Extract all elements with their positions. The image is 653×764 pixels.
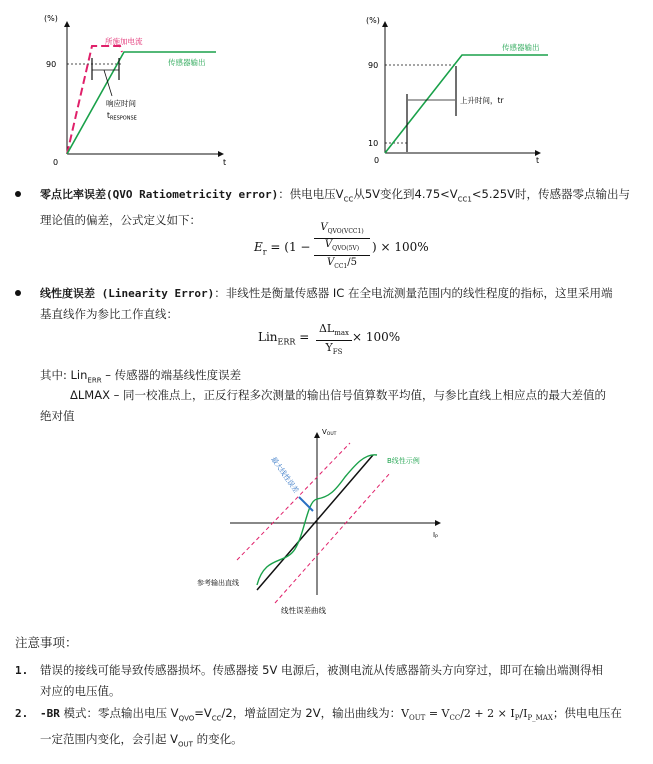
response-symbol: $t_{RESPONSE}$ xyxy=(107,111,137,122)
linearity-delta-definition: ΔLMAX – 同一校准点上，正反行程多次测量的输出信号值算数平均值，与参比直线上相应点的最大差值的 绝对值 xyxy=(40,388,606,423)
linearity-error-diagram xyxy=(195,425,465,620)
note-2-number: 2. xyxy=(15,707,29,720)
y-tick-90: 90 xyxy=(46,60,57,69)
response-label: 响应时间 xyxy=(106,99,136,108)
b-linearity-label: B线性示例 xyxy=(387,457,420,465)
linearity-where: 其中: Lin$_{ERR}$ – 传感器的端基线性度误差 xyxy=(40,368,242,385)
linearity-term: 线性度误差 (Linearity Error) xyxy=(40,287,215,300)
diagram-caption: 线性误差曲线 xyxy=(281,606,326,615)
sensor-output-label: 传感器输出 xyxy=(502,43,540,52)
origin-label: 0 xyxy=(374,156,380,165)
qvo-paragraph: 零点比率误差(QVO Ratiometricity error)：供电电压$V_{CC}$从5V变化到$4.75<V_{CC1}<5.25V$时，传感器零点输出与 理论值的偏差，公式定义如下： xyxy=(40,187,630,228)
y-tick-10: 10 xyxy=(368,139,379,148)
x-label: t xyxy=(536,156,540,165)
sensor-output-label: 传感器输出 xyxy=(168,58,206,67)
x-axis-label: IP xyxy=(433,531,438,540)
note-1-number: 1. xyxy=(15,664,29,677)
y-unit: (%) xyxy=(44,14,58,23)
note-1-text: 错误的接线可能导致传感器损坏。传感器接 5V 电源后，被测电流从传感器箭头方向穿过，即可在输出端测得相 对应的电压值。 xyxy=(40,663,603,698)
note-2-text: -BR 模式：零点输出电压 $V_{QVO}=V_{CC}/2$，增益固定为 2V，输出曲线为：$V_{OUT} = V_{CC}/2 + 2 \times I_P/I_{P\_MAX}$；供电电压在 一定范围内变化，会引起 $V_{OUT}$ 的变化。 xyxy=(40,706,622,749)
response-pointer xyxy=(104,70,112,96)
qvo-line2: 理论值的偏差，公式定义如下： xyxy=(40,213,201,228)
response-time-chart xyxy=(40,8,250,168)
y-tick-90: 90 xyxy=(368,61,379,70)
linearity-paragraph: 线性度误差 (Linearity Error)：非线性是衡量传感器 IC 在全电流测量范围内的线性程度的指标，这里采用端 基直线作为参比工作直线： xyxy=(40,286,613,321)
origin-label: 0 xyxy=(53,158,59,167)
reference-line-label: 参考输出直线 xyxy=(197,579,239,587)
x-label: t xyxy=(223,158,227,167)
primary-current-label: 所施加电流 xyxy=(105,37,143,46)
y-unit: (%) xyxy=(366,16,380,25)
bullet xyxy=(15,290,21,296)
rise-time-chart xyxy=(362,10,562,170)
max-error-label: 最大线性误差 xyxy=(269,455,301,495)
linearity-formula: Lin$_{ERR}$ = $\Delta L_{max}$ $Y_{FS}$ × 100% xyxy=(258,322,401,357)
notes-title: 注意事项： xyxy=(15,635,78,650)
qvo-term: 零点比率误差(QVO Ratiometricity error) xyxy=(40,188,279,201)
rise-label: 上升时间，tr xyxy=(460,96,504,105)
sensor-output-curve xyxy=(67,52,216,154)
bullet xyxy=(15,191,21,197)
y-axis-label: VOUT xyxy=(322,428,337,437)
qvo-formula: $E_r = (1$ − $V_{QVO(VCC1)}$ $V_{QVO(5V)}$ $V_{CC1}/5$ ) × 100% xyxy=(254,222,429,270)
